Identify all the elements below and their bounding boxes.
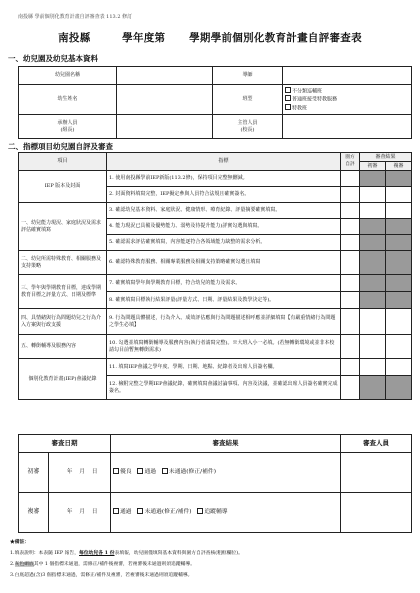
checkbox-icon[interactable]: [137, 468, 143, 474]
indicator-1: 1. 使用南投縣學前IEP新版(113.2修)，保持項目完整無刪減。: [107, 171, 341, 187]
indicator-7: 7. 確實填寫學年與學期教育目標，符合幼兒的能力及需求。: [107, 275, 341, 292]
item-iep-meeting: 個別化教育計畫(IEP)會議紀錄: [19, 359, 107, 400]
staff-label: [19, 115, 117, 139]
indicator-12: 12. 檢附完整之學期IEP會議紀錄，確實填寫會議討論事項、內容及決議，並確認出席人員簽名確實完成簽名。: [107, 376, 341, 400]
title-term-label: 學期學前個別化教育計畫自評審查表: [189, 32, 362, 44]
col-self-header: [341, 153, 360, 171]
checkbox-icon[interactable]: [285, 87, 291, 93]
first-review-cell[interactable]: [360, 292, 386, 309]
date-day: 日: [91, 508, 98, 515]
col-self-line: 園方: [345, 155, 355, 161]
result-option-text: 未通過(修正/補件): [168, 469, 216, 476]
class-type-text: 不分類巡輔班: [292, 88, 323, 95]
indicator-2: 2. 封面資料填寫完整，IEP擬定參與人員符合法規且確實簽名。: [107, 187, 341, 203]
self-check[interactable]: [341, 359, 360, 376]
indicator-10: 10. 勾選並填寫轉銜輔導及服務內容(執行者請寫完整)。※大班入小一必填。(若無轉銜環境或並非本校請勾目前暫無轉銜需求): [107, 335, 341, 359]
self-check[interactable]: [341, 309, 360, 335]
date-month: 月: [79, 468, 85, 475]
second-review-cell[interactable]: [386, 376, 412, 400]
principal-field[interactable]: [283, 115, 412, 139]
col-self-line: 自評: [345, 161, 355, 167]
col-item-header: 項目: [19, 153, 107, 171]
second-reviewer-field[interactable]: [341, 493, 412, 533]
note-line-1: [10, 549, 243, 556]
checkbox-icon[interactable]: [285, 95, 291, 101]
first-review-cell[interactable]: [360, 359, 386, 376]
staff-label-line: 承辦人員: [57, 119, 78, 126]
second-review-date[interactable]: [49, 493, 111, 533]
self-check[interactable]: [341, 219, 360, 235]
checkbox-icon[interactable]: [113, 468, 119, 474]
principal-label-line: (校長): [240, 126, 255, 133]
first-review-cell[interactable]: [360, 376, 386, 400]
second-review-cell[interactable]: [386, 309, 412, 335]
note-line-3: 3.白底超過(含)3 個指標未通過，需修正/補件及複審，若複審後未通過則須追蹤輔導。: [10, 573, 193, 578]
title-year-label: 學年度第: [122, 32, 166, 44]
title-county: 南投縣: [58, 32, 91, 44]
kindergarten-label: 幼兒園名稱: [19, 67, 117, 85]
first-review-cell[interactable]: [360, 235, 386, 251]
second-review-cell[interactable]: [386, 275, 412, 292]
first-review-cell[interactable]: [360, 219, 386, 235]
first-review-options: [111, 453, 341, 493]
student-field[interactable]: [117, 85, 213, 115]
second-review-cell[interactable]: [386, 292, 412, 309]
class-type-text: 特教班: [292, 105, 308, 112]
checkbox-icon[interactable]: [162, 468, 168, 474]
date-year: 年: [66, 508, 73, 515]
date-month: 月: [79, 508, 85, 515]
result-option[interactable]: [197, 509, 227, 515]
notes-heading: ★備註：: [10, 539, 30, 545]
note-text: 1.填表說明：本表隨 IEP 報告，: [10, 551, 80, 556]
class-type-option[interactable]: [285, 104, 409, 112]
result-option[interactable]: [113, 469, 132, 475]
item-special-services: 二、幼兒所需特殊教育、相關服務及支持策略: [19, 251, 107, 275]
second-review-cell[interactable]: [386, 359, 412, 376]
note-emphasis: 每位幼兒各 1 份: [79, 550, 115, 556]
first-review-cell[interactable]: [360, 171, 386, 187]
col-review-header: 審查結果: [360, 153, 412, 162]
note-text: 表填報，幼兒園僅填寫基本資料與園方自評查核(粗框欄位)。: [114, 551, 243, 556]
student-label: 幼生姓名: [19, 85, 117, 115]
checkbox-icon[interactable]: [197, 508, 203, 514]
indicator-11: 11. 填寫IEP會議之學年度、學期、日期、地點、紀錄者及出席人員簽名欄。: [107, 359, 341, 376]
section1-heading: 一、幼兒園及幼兒基本資料: [8, 54, 98, 63]
first-review-label: 初審: [19, 453, 49, 493]
result-option-text: 追蹤輔導: [204, 509, 228, 516]
result-option-text: 通過: [120, 509, 132, 516]
indicator-5: 5. 確認需求評估確實填寫，內容能逐符合各領域能力缺整的需求分析。: [107, 235, 341, 251]
class-type-option[interactable]: [285, 95, 409, 103]
second-review-cell[interactable]: [386, 251, 412, 275]
item-transition: 五、轉銜輔導及服務內容: [19, 335, 107, 359]
first-review-cell[interactable]: [360, 187, 386, 203]
self-check[interactable]: [341, 251, 360, 275]
class-type-label: 班型: [213, 85, 283, 115]
date-year: 年: [66, 468, 73, 475]
checkbox-icon[interactable]: [113, 508, 119, 514]
second-review-cell[interactable]: [386, 219, 412, 235]
review-table: [18, 434, 412, 533]
second-review-cell[interactable]: [386, 335, 412, 359]
first-review-cell[interactable]: [360, 203, 386, 219]
note-text: 其中 1 個指標未通過，需修正/補件後複審，若複審後未通過則須追蹤輔導。: [33, 562, 196, 567]
indicator-9: 9. 行為問題具體描述，行為介入、成效評估應與行為問題描述相呼應並詳細填寫【有嚴重情緒行為問題之學生必填】: [107, 309, 341, 335]
director-field[interactable]: [283, 67, 412, 85]
self-check[interactable]: [341, 292, 360, 309]
item-iep-cover: IEP 版本及封面: [19, 171, 107, 203]
col-first-header: 初審: [360, 162, 386, 171]
reviewer-header: 審查人員: [341, 435, 412, 453]
col-indicator-header: 指標: [107, 153, 341, 171]
first-review-cell[interactable]: [360, 275, 386, 292]
principal-label: [213, 115, 283, 139]
note-text: 2.: [10, 562, 15, 567]
self-check[interactable]: [341, 376, 360, 400]
second-review-options: [111, 493, 341, 533]
first-reviewer-field[interactable]: [341, 453, 412, 493]
section2-heading: 二、指標項目幼兒園自評及審查: [8, 142, 113, 151]
result-option[interactable]: [137, 469, 156, 475]
indicator-4: 4. 能力現況已具備及優勢能力、弱勢及待提升能力)詳實勾選與填寫。: [107, 219, 341, 235]
first-review-cell[interactable]: [360, 335, 386, 359]
self-check[interactable]: [341, 335, 360, 359]
self-check[interactable]: [341, 171, 360, 187]
result-option-text: 通過: [144, 469, 157, 476]
staff-field[interactable]: [117, 115, 213, 139]
result-option[interactable]: [113, 509, 132, 515]
item-goals: 三、學年與學期教育目標，達成學期教育目標之評量方式、日期及標準: [19, 275, 107, 309]
result-option[interactable]: [137, 509, 191, 515]
second-review-cell[interactable]: [386, 171, 412, 187]
result-option-text: 未通過(修正/補件): [144, 509, 192, 516]
review-date-header: 審查日期: [19, 435, 111, 453]
first-review-date[interactable]: [49, 453, 111, 493]
class-type-text: 普通班接受特教服務: [292, 96, 338, 103]
item-ability-status: 一、幼兒能力現況、家庭狀況及需求評估確實填寫: [19, 203, 107, 251]
staff-label-line: (組長): [60, 126, 75, 133]
class-type-options: [283, 85, 412, 115]
indicator-8: 8. 確實填寫目標執行結果評量(評量方式、日期、評量結果及教學決定等)。: [107, 292, 341, 309]
result-option-text: 優良: [120, 469, 132, 476]
indicator-table: [18, 152, 412, 400]
page-title: [0, 30, 420, 45]
second-review-cell[interactable]: [386, 187, 412, 203]
col-second-header: 複審: [386, 162, 412, 171]
first-review-cell[interactable]: [360, 309, 386, 335]
self-check[interactable]: [341, 235, 360, 251]
self-check[interactable]: [341, 203, 360, 219]
checkbox-icon[interactable]: [285, 104, 291, 110]
indicator-3: 3. 確認幼兒基本資料、家庭狀況、健康情形、療育紀錄、評量摘要確實填寫。: [107, 203, 341, 219]
self-check[interactable]: [341, 187, 360, 203]
basic-info-table: [18, 66, 412, 139]
checkbox-icon[interactable]: [137, 508, 143, 514]
note-highlight: 灰色網底: [14, 562, 34, 567]
page-header: 南投縣 學前個別化教育計畫自評審查表 113.2 修訂: [18, 14, 133, 20]
self-check[interactable]: [341, 275, 360, 292]
date-day: 日: [91, 468, 98, 475]
note-line-2: [10, 560, 195, 567]
indicator-6: 6. 確認特殊教育服務、相關專業服務及相關支持策略確實勾選且填寫: [107, 251, 341, 275]
principal-label-line: 主管人員: [237, 119, 258, 126]
review-result-header: 審查結果: [111, 435, 341, 453]
result-option[interactable]: [162, 469, 216, 475]
kindergarten-field[interactable]: [117, 67, 213, 85]
first-review-cell[interactable]: [360, 251, 386, 275]
item-behavior: 四、具情緒與行為問題幼兒之行為介入方案與行政支援: [19, 309, 107, 335]
second-review-cell[interactable]: [386, 235, 412, 251]
second-review-label: 複審: [19, 493, 49, 533]
director-label: 導師: [213, 67, 283, 85]
class-type-option[interactable]: [285, 87, 409, 95]
second-review-cell[interactable]: [386, 203, 412, 219]
